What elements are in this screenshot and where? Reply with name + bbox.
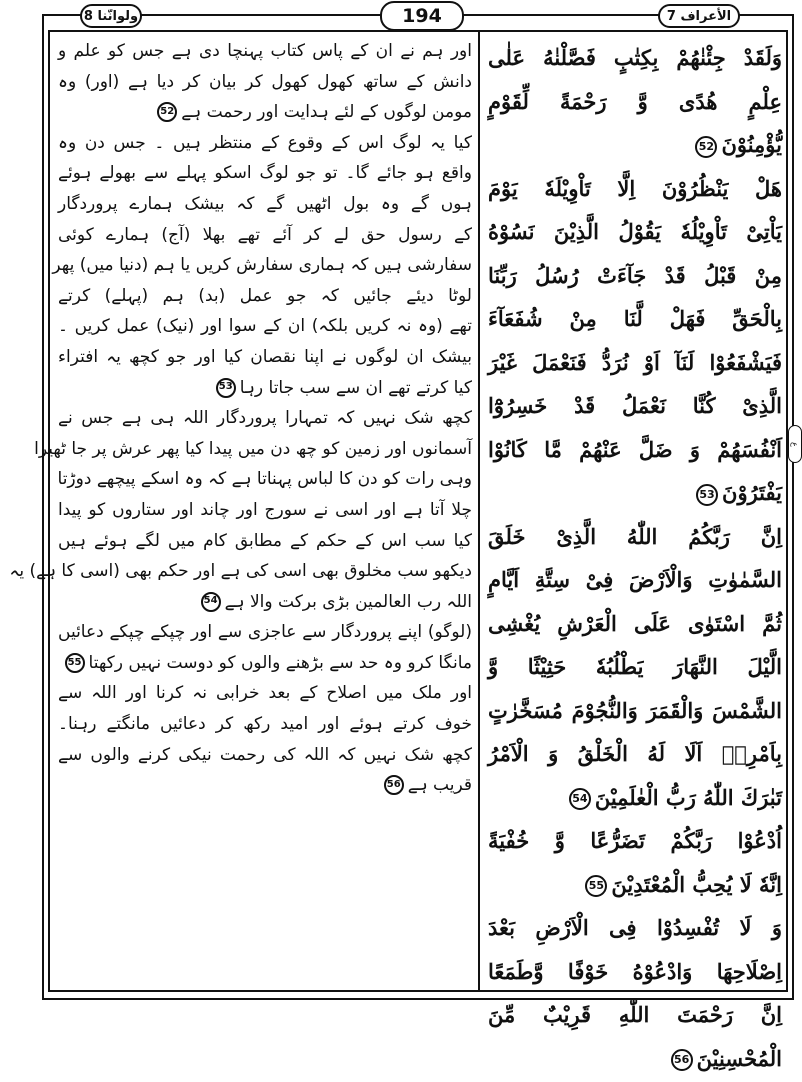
urdu-line-text: تھے (وہ نہ کریں بلکہ) ان کے سوا اور (نیک) عمل کریں ۔ <box>58 316 472 337</box>
ayah-number-marker: 53 <box>696 484 718 506</box>
urdu-line-text: بیشک ان لوگوں نے اپنا نقصان کیا اور جو کچھ یہ افتراء <box>58 346 472 367</box>
urdu-line <box>58 158 472 189</box>
urdu-line <box>58 770 472 801</box>
urdu-line <box>58 526 472 557</box>
urdu-line-text: کیا سب اس کے حکم کے مطابق کام میں لگے ہوئے ہیں <box>58 530 472 551</box>
arabic-line <box>488 1037 782 1081</box>
urdu-line <box>58 67 472 98</box>
arabic-line <box>488 123 782 167</box>
arabic-line-text: عِلْمٍ هُدًى وَّ رَحْمَةً لِّقَوْمٍ <box>488 88 782 114</box>
urdu-line <box>58 403 472 434</box>
urdu-line <box>58 189 472 220</box>
urdu-line <box>9 556 472 587</box>
arabic-line-text: الَّذِىْ كُنَّا نَعْمَلُ قَدْ خَسِرُوْٓا <box>488 393 782 418</box>
ayah-number-marker: 52 <box>157 102 177 122</box>
arabic-line <box>488 515 782 559</box>
urdu-line <box>58 373 472 404</box>
arabic-line-text: هَلْ يَنْظُرُوْنَ اِلَّا تَاْوِيْلَهٗ يَوْمَ <box>488 175 782 201</box>
arabic-line <box>488 732 782 776</box>
urdu-line <box>58 36 472 67</box>
arabic-line <box>488 819 782 863</box>
urdu-line <box>58 342 472 373</box>
rukuh-margin-mark: ع <box>788 425 802 463</box>
urdu-line <box>58 311 472 342</box>
ayah-number-marker: 55 <box>65 653 85 673</box>
urdu-line-text: ہوں گے وہ بول اٹھیں گے کہ بیشک ہمارے پروردگار <box>58 193 472 214</box>
arabic-line-text: يَاْتِىْ تَاْوِيْلُهٗ يَقُوْلُ الَّذِيْنَ نَسُوْهُ <box>488 219 782 244</box>
arabic-line <box>488 80 782 124</box>
arabic-line <box>488 210 782 254</box>
ayah-number-marker: 55 <box>585 875 607 897</box>
urdu-line-text: اللہ رب العالمین بڑی برکت والا ہے <box>224 591 472 612</box>
urdu-line-text: اور ہم نے ان کے پاس کتاب پہنچا دی ہے جس کو علم و <box>58 41 472 61</box>
urdu-line <box>58 220 472 251</box>
arabic-line <box>488 341 782 385</box>
arabic-line <box>488 993 782 1037</box>
urdu-line-text: دیکھو سب مخلوق بھی اسی کی ہے اور حکم بھی (اسی کا ہے) یہ <box>9 561 472 582</box>
ayah-number-marker: 54 <box>569 788 591 810</box>
ayah-number-marker: 54 <box>201 592 221 612</box>
arabic-line-text: السَّمٰوٰتِ وَالْاَرْضَ فِىْ سِتَّةِ اَيَّامٍ <box>488 567 782 592</box>
urdu-line-text: کیا یہ لوگ اس کے وقوع کے منتظر ہیں ۔ جس دن وہ <box>58 132 472 153</box>
urdu-line-text: کیا کرتے تھے ان سے سب جاتا رہا <box>239 377 472 398</box>
urdu-line-text: چلا آتا ہے اور اسی نے سورج اور چاند اور ستاروں کو پیدا <box>58 499 472 520</box>
arabic-line-text: بِاَمْرِهٖ اَلَا لَهُ الْخَلْقُ وَ الْاَمْرُ <box>488 741 782 766</box>
urdu-line-text: کچھ شک نہیں کہ اللہ کی رحمت نیکی کرنے والوں سے <box>58 744 472 765</box>
arabic-line-text: اِصْلَاحِهَا وَادْعُوْهُ خَوْفًا وَّطَمَعًا <box>488 958 782 984</box>
arabic-line <box>488 689 782 733</box>
urdu-line-text: لوٹا دیئے جائیں کہ جو عمل (بد) ہم (پہلے) کرتے <box>58 285 472 306</box>
urdu-line-text: آسمانوں اور زمین کو چھ دن میں پیدا کیا پھر عرش پر جا ٹھیرا <box>34 438 472 459</box>
arabic-line-text: مِنْ قَبْلُ قَدْ جَآءَتْ رُسُلُ رَبِّنَا <box>488 262 782 288</box>
urdu-line <box>58 464 472 495</box>
arabic-line <box>488 950 782 994</box>
page-number: 194 <box>380 1 464 31</box>
urdu-line-text: کے رسول حق لے کر آئے تھے بھلا (آج) ہمارے کوئی <box>58 224 472 245</box>
urdu-line-text: واقع ہو جائے گا۔ تو جو لوگ اسکو پہلے سے بھولے ہوئے <box>58 163 472 184</box>
urdu-line <box>58 740 472 771</box>
arabic-line <box>488 254 782 298</box>
arabic-text-column <box>486 36 784 1071</box>
arabic-line-text: بِالْحَقِّ فَهَلْ لَّنَا مِنْ شُفَعَآءَ <box>488 306 782 331</box>
arabic-line-text: وَلَقَدْ جِئْنٰهُمْ بِكِتٰبٍ فَصَّلْنٰهُ عَلٰى <box>488 45 782 70</box>
arabic-line <box>488 863 782 907</box>
arabic-line <box>488 558 782 602</box>
urdu-line <box>58 281 472 312</box>
arabic-line <box>488 297 782 341</box>
urdu-line-text: وہی رات کو دن کا لباس پہناتا ہے کہ وہ اسکے پیچھے دوڑتا <box>57 469 472 490</box>
arabic-line-text: تَبٰرَكَ اللّٰهُ رَبُّ الْعٰلَمِيْنَ <box>594 784 782 810</box>
ayah-number-marker: 52 <box>695 136 717 158</box>
arabic-line <box>488 906 782 950</box>
column-divider <box>478 30 480 992</box>
arabic-line-text: اِنَّ رَبَّكُمُ اللّٰهُ الَّذِىْ خَلَقَ <box>488 523 782 549</box>
arabic-line <box>488 645 782 689</box>
urdu-line-text: مومن لوگوں کے لئے ہدایت اور رحمت ہے <box>181 102 472 123</box>
urdu-line <box>52 250 472 281</box>
arabic-line <box>488 471 782 515</box>
urdu-line-text: اور ملک میں اصلاح کے بعد خرابی نہ کرنا اور اللہ سے <box>58 683 472 704</box>
urdu-line <box>34 434 472 465</box>
urdu-line <box>58 617 472 648</box>
surah-label: الأعراف 7 <box>658 4 740 28</box>
arabic-line-text: يُّؤْمِنُوْنَ <box>721 132 782 157</box>
urdu-line-text: کچھ شک نہیں کہ تمہارا پروردگار اللہ ہی ہے جس نے <box>58 408 472 429</box>
arabic-line <box>488 36 782 80</box>
arabic-line-text: اِنَّهٗ لَا يُحِبُّ الْمُعْتَدِيْنَ <box>611 871 782 897</box>
urdu-line <box>58 709 472 740</box>
ayah-number-marker: 56 <box>384 775 404 795</box>
arabic-line-text: اَنْفُسَهُمْ وَ ضَلَّ عَنْهُمْ مَّا كَانُوْا <box>488 436 782 462</box>
arabic-line-text: ثُمَّ اسْتَوٰى عَلَى الْعَرْشِ يُغْشِى <box>488 610 782 636</box>
urdu-line <box>58 128 472 159</box>
arabic-line-text: اِنَّ رَحْمَتَ اللّٰهِ قَرِيْبٌ مِّنَ <box>488 1002 782 1027</box>
urdu-line-text: خوف کرتے ہوئے اور امید رکھ کر دعائیں مانگتے رہنا۔ <box>58 714 472 735</box>
urdu-line <box>58 648 472 679</box>
arabic-line-text: وَ لَا تُفْسِدُوْا فِى الْاَرْضِ بَعْدَ <box>488 915 782 940</box>
arabic-line-text: اُدْعُوْا رَبَّكُمْ تَضَرُّعًا وَّ خُفْيَةً <box>488 828 782 853</box>
arabic-line <box>488 167 782 211</box>
urdu-line <box>58 495 472 526</box>
ayah-number-marker: 53 <box>216 378 236 398</box>
arabic-line <box>488 428 782 472</box>
urdu-translation-column <box>9 36 474 1013</box>
ayah-number-marker: 56 <box>671 1049 693 1071</box>
urdu-line-text: مانگا کرو وہ حد سے بڑھنے والوں کو دوست نہیں رکھتا <box>88 652 472 673</box>
urdu-line <box>58 97 472 128</box>
arabic-line-text: يَفْتَرُوْنَ <box>722 480 782 505</box>
urdu-line-text: سفارشی ہیں کہ ہماری سفارش کریں یا ہم (دنیا میں) پھر <box>52 255 472 276</box>
urdu-line-text: دانش کے ساتھ کھول کھول کر بیان کر دیا ہے (اور) وہ <box>58 71 472 92</box>
para-label: ولوانّنا 8 <box>80 4 142 28</box>
arabic-line-text: الَّيْلَ النَّهَارَ يَطْلُبُهٗ حَثِيْثًا وَّ <box>488 654 782 679</box>
urdu-line-text: (لوگو) اپنے پروردگار سے عاجزی سے اور چپکے چپکے دعائیں <box>58 622 472 643</box>
urdu-line <box>58 587 472 618</box>
arabic-line-text: الشَّمْسَ وَالْقَمَرَ وَالنُّجُوْمَ مُسَخَّرٰتٍ <box>488 697 782 723</box>
arabic-line-text: فَيَشْفَعُوْا لَنَآ اَوْ نُرَدُّ فَنَعْمَلَ غَيْرَ <box>488 349 782 375</box>
arabic-line-text: الْمُحْسِنِيْنَ <box>696 1045 782 1071</box>
arabic-line <box>488 776 782 820</box>
arabic-line <box>488 384 782 428</box>
arabic-line <box>488 602 782 646</box>
urdu-line-text: قریب ہے <box>407 775 472 796</box>
urdu-line <box>58 678 472 709</box>
